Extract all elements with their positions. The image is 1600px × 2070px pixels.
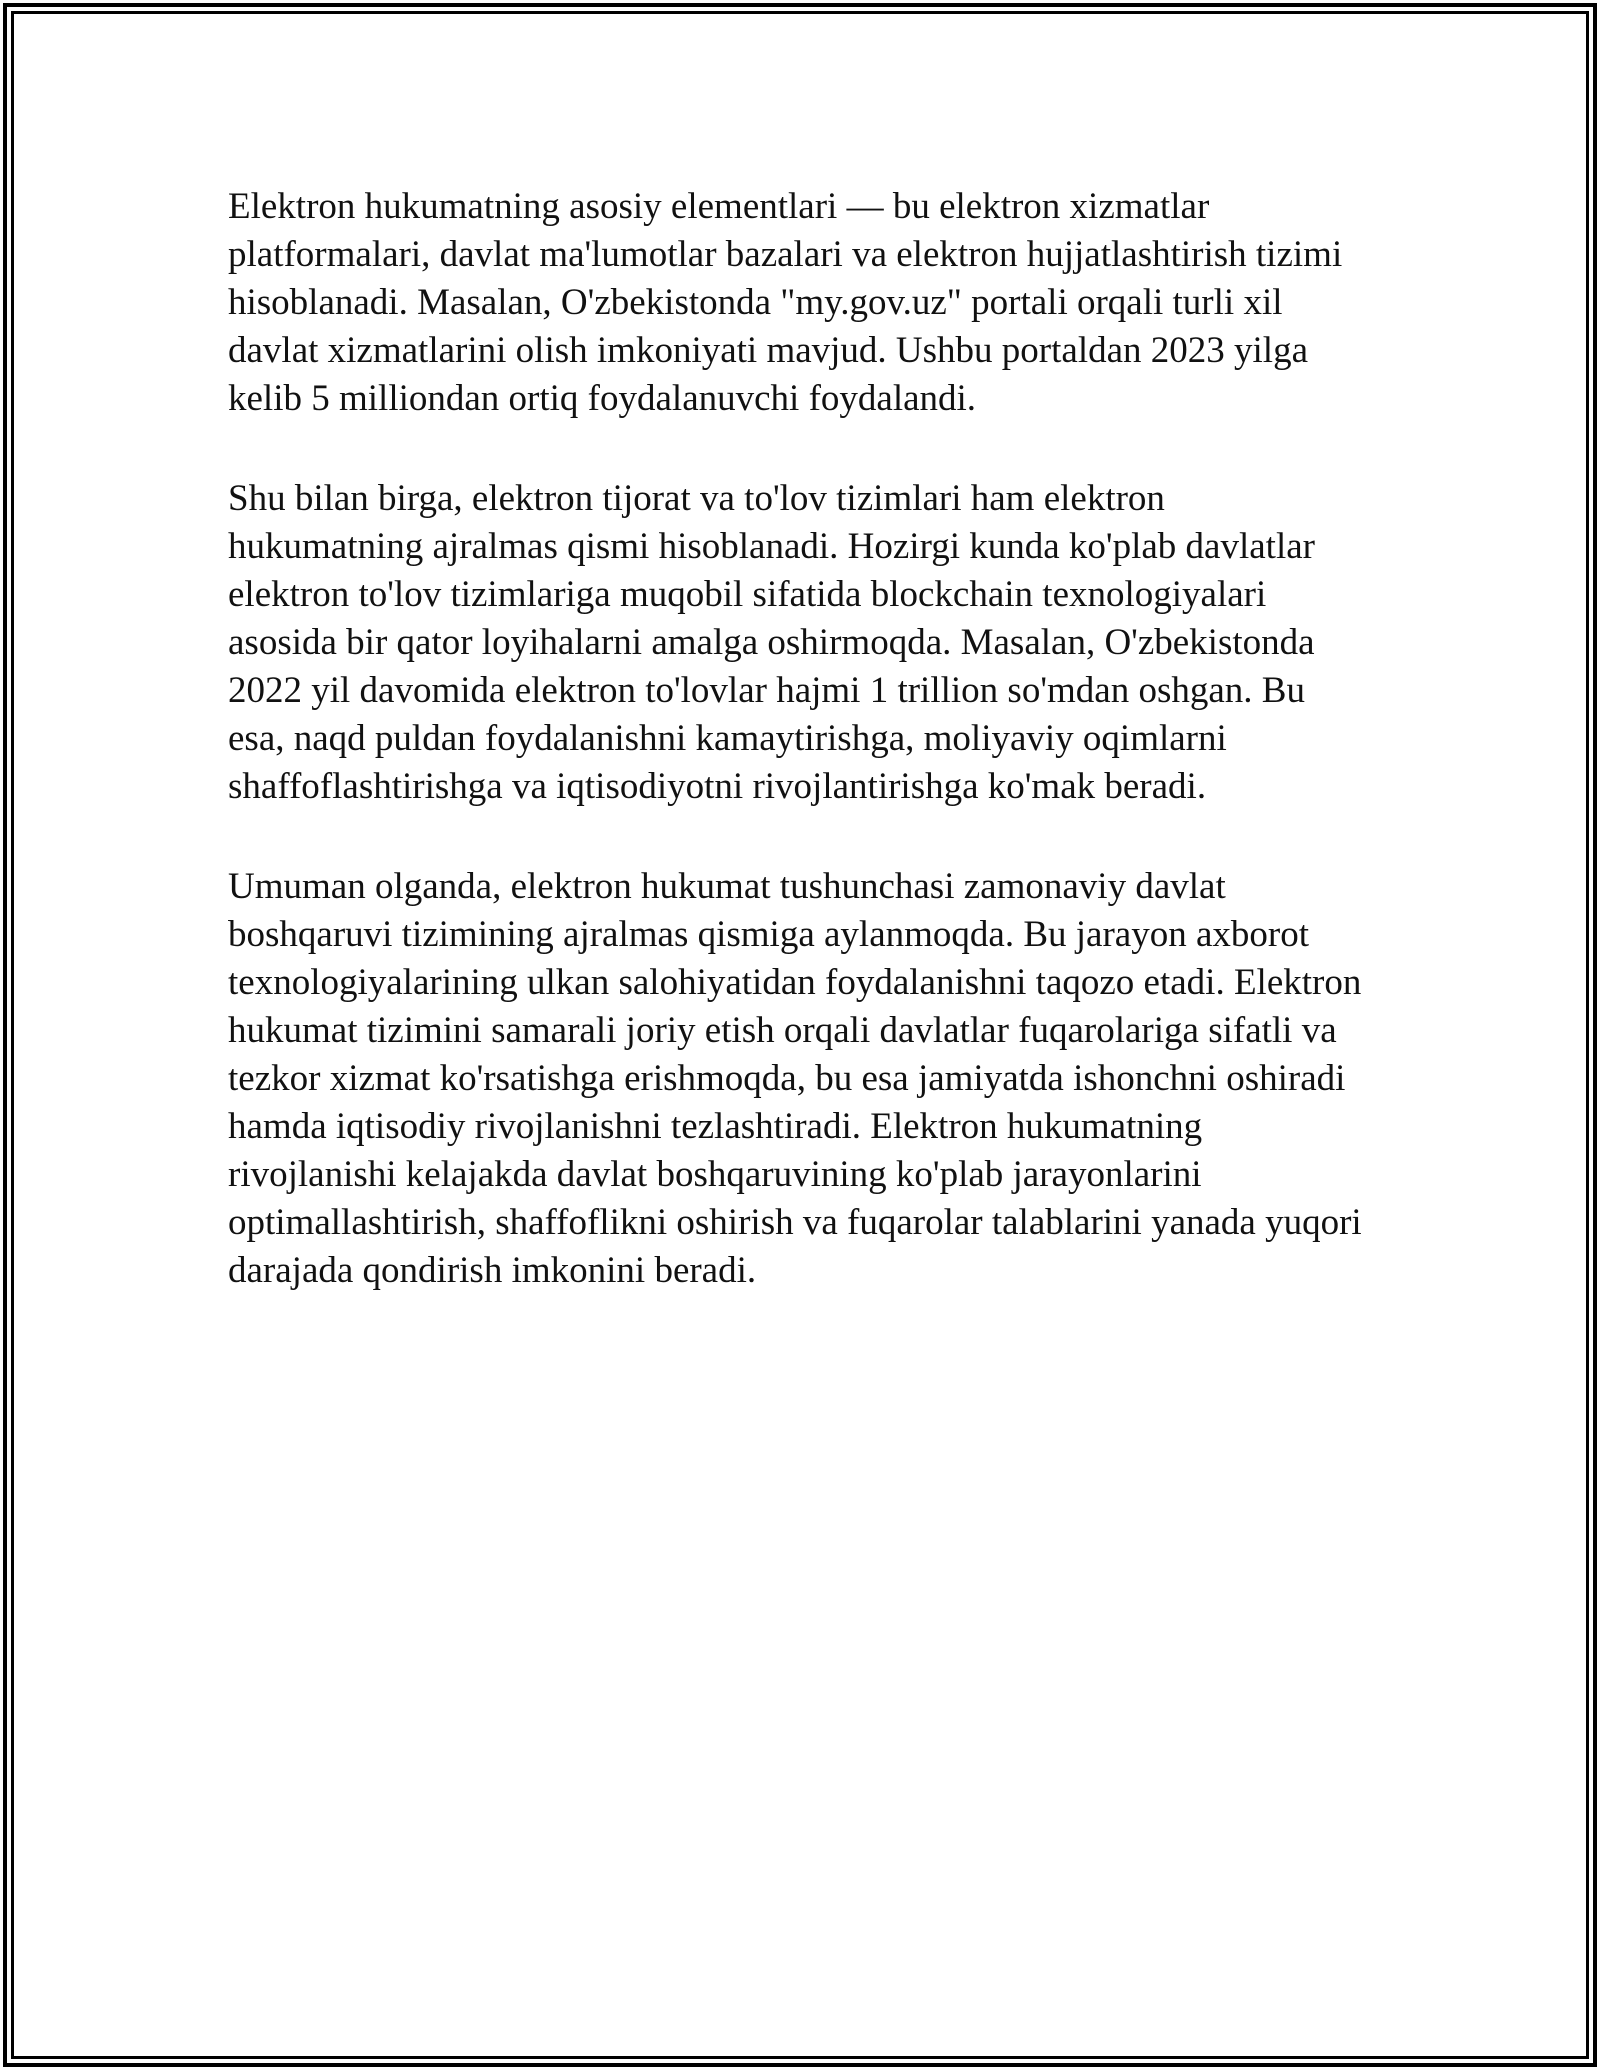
paragraph-2: Shu bilan birga, elektron tijorat va to'lov tizimlari ham elektron hukumatning ajralmas qismi hisoblanadi. Hozirgi kunda ko'plab davlatlar elektron to'lov tizimlariga muqobil sifatida blockchain texnologiyalari asosida bir qator loyihalarni amalga oshirmoqda. Masalan, O'zbekistonda 2022 yil davomida elektron to'lovlar hajmi 1 trillion so'mdan oshgan. Bu esa, naqd puldan foydalanishni kamaytirishga, moliyaviy oqimlarni shaffoflashtirishga va iqtisodiyotni rivojlantirishga ko'mak beradi. bbox=[228, 478, 1315, 807]
document-body bbox=[228, 183, 1368, 1295]
paragraph-3: Umuman olganda, elektron hukumat tushunchasi zamonaviy davlat boshqaruvi tizimining ajralmas qismiga aylanmoqda. Bu jarayon axborot texnologiyalarining ulkan salohiyatidan foydalanishni taqozo etadi. Elektron hukumat tizimini samarali joriy etish orqali davlatlar fuqarolariga sifatli va tezkor xizmat ko'rsatishga erishmoqda, bu esa jamiyatda ishonchni oshiradi hamda iqtisodiy rivojlanishni tezlashtiradi. Elektron hukumatning rivojlanishi kelajakda davlat boshqaruvining ko'plab jarayonlarini optimallashtirish, shaffoflikni oshirish va fuqarolar talablarini yanada yuqori darajada qondirish imkonini beradi. bbox=[228, 866, 1362, 1291]
paragraph-1: Elektron hukumatning asosiy elementlari — bu elektron xizmatlar platformalari, davlat ma'lumotlar bazalari va elektron hujjatlashtirish tizimi hisoblanadi. Masalan, O'zbekistonda "my.gov.uz" portali orqali turli xil davlat xizmatlarini olish imkoniyati mavjud. Ushbu portaldan 2023 yilga kelib 5 milliondan ortiq foydalanuvchi foydalandi. bbox=[228, 186, 1343, 419]
